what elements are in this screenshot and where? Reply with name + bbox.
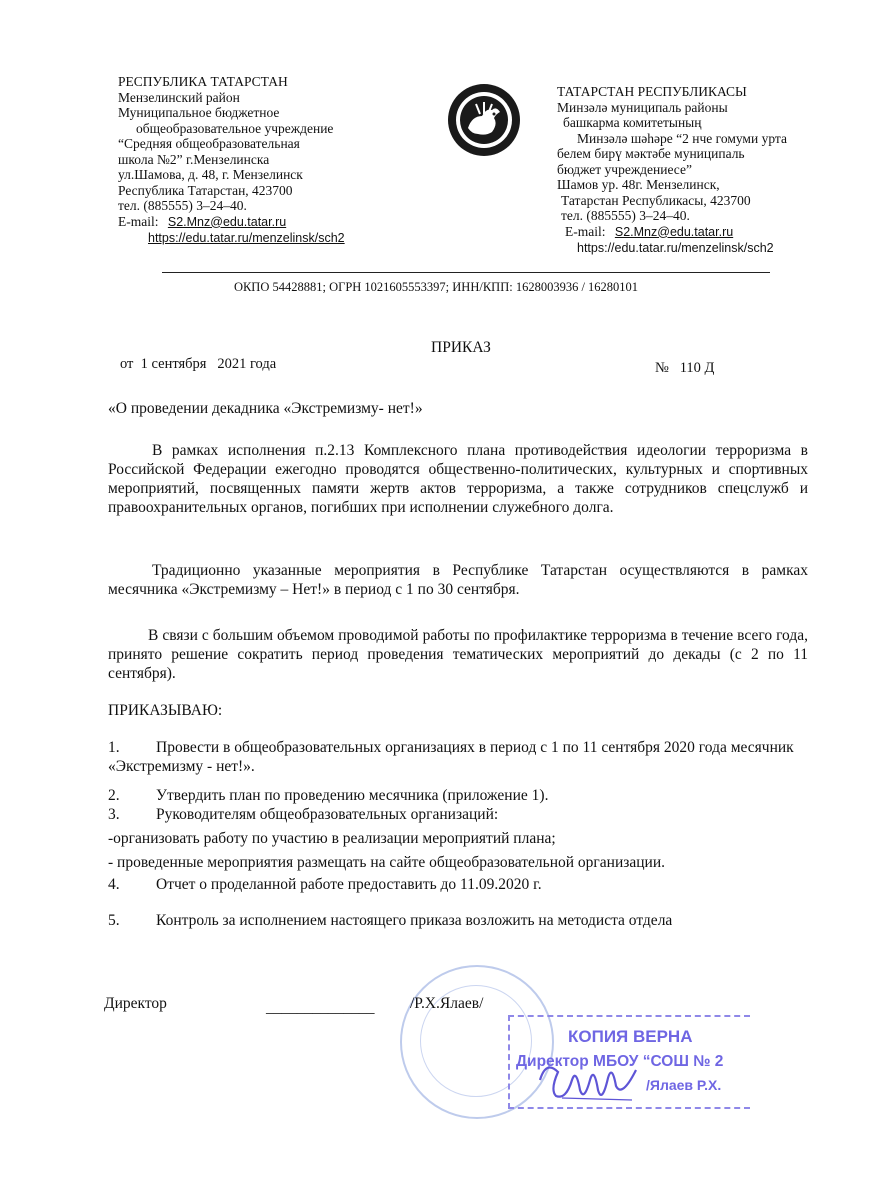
header-right-line: Минзәлә шәһәре “2 нче гомуми урта — [577, 130, 787, 146]
header-left-url-row — [118, 230, 345, 247]
header-right-line: белем бирү мәктәбе муниципаль — [557, 146, 745, 161]
header-right-line: башкарма комитетының — [563, 115, 702, 130]
item-text: Утвердить план по проведению месячника (приложение 1). — [156, 787, 549, 804]
header-left-line: общеобразовательное учреждение — [136, 120, 334, 136]
item-text: Отчет о проделанной работе предоставить до 11.09.2020 г. — [156, 876, 542, 893]
header-left-line: РЕСПУБЛИКА ТАТАРСТАН — [118, 74, 288, 89]
order-item — [108, 805, 808, 824]
header-right-line: тел. (885555) 3–24–40. — [561, 208, 690, 223]
order-subitem: - проведенные мероприятия размещать на сайте общеобразовательной организации. — [108, 854, 666, 871]
header-left-email-row — [118, 214, 345, 231]
email-link[interactable]: S2.Mnz@edu.tatar.ru — [614, 224, 734, 239]
stamp-line: /Ялаев Р.Х. — [646, 1077, 722, 1093]
header-right-email-row — [557, 224, 787, 241]
item-number: 3. — [108, 806, 120, 823]
item-number: 5. — [108, 912, 120, 929]
item-number: 1. — [108, 739, 120, 756]
header-left-line: Мензелинский район — [118, 89, 240, 105]
header-left — [118, 74, 345, 247]
header-left-line: школа №2” г.Мензелинска — [118, 151, 270, 167]
header-right-line: Минзәлә муниципаль районы — [557, 99, 728, 115]
header-right-line: Татарстан Республикасы, 423700 — [561, 192, 751, 208]
order-subject: «О проведении декадника «Экстремизму- нет!» — [108, 400, 423, 417]
order-date: от 1 сентября 2021 года — [120, 356, 277, 372]
header-left-line: Республика Татарстан, 423700 — [118, 182, 293, 198]
handwritten-signature — [532, 1050, 642, 1108]
item-text: Контроль за исполнением настоящего приказа возложить на методиста отдела — [156, 912, 673, 929]
order-item — [108, 875, 808, 894]
item-number: 4. — [108, 876, 120, 893]
stamp-line: КОПИЯ ВЕРНА — [568, 1027, 693, 1046]
org-codes: ОКПО 54428881; ОГРН 1021605553397; ИНН/КПП: 1628003936 / 16280101 — [233, 280, 639, 294]
website-link[interactable]: https://edu.tatar.ru/menzelinsk/sch2 — [148, 231, 345, 245]
item-text: Провести в общеобразовательных организациях в период с 1 по 11 сентября 2020 года месячник «Экстремизму - нет!». — [108, 739, 794, 775]
order-item — [108, 911, 808, 930]
header-right-line: ТАТАРСТАН РЕСПУБЛИКАСЫ — [557, 84, 747, 99]
item-text: Руководителям общеобразовательных организаций: — [156, 806, 499, 823]
email-link[interactable]: S2.Mnz@edu.tatar.ru — [167, 214, 287, 229]
header-right-line: бюджет учреждениесе” — [557, 161, 692, 177]
signature-role: Директор — [104, 995, 167, 1012]
tatarstan-coat-of-arms-icon — [446, 82, 522, 158]
header-right-line: Шамов ур. 48г. Мензелинск, — [557, 177, 720, 192]
paragraph: В рамках исполнения п.2.13 Комплексного плана противодействия идеологии терроризма в Российской Федерации ежегодно проводятся общественно-политических, культурных и спортивных мероприятий, посвященных памяти жертв актов терроризма, а также сотрудников спецслужб и правоохранительных органов, погибших при исполнении служебного долга. — [108, 442, 808, 516]
header-divider — [162, 272, 770, 273]
header-left-line: “Средняя общеобразовательная — [118, 136, 300, 151]
paragraph: В связи с большим объемом проводимой работы по профилактике терроризма в течение всего года, принято решение сократить период проведения тематических мероприятий до декады (с 2 по 11 сентября). — [108, 627, 808, 682]
order-item — [108, 738, 808, 776]
header-left-line: ул.Шамова, д. 48, г. Мензелинск — [118, 167, 303, 182]
header-left-line: тел. (885555) 3–24–40. — [118, 198, 247, 213]
signature-line: ______________ — [266, 999, 375, 1016]
header-right-url-row — [557, 240, 787, 257]
order-item — [108, 786, 808, 805]
email-label: E-mail: — [118, 213, 159, 229]
stamp-line: Директор МБОУ “СОШ № 2 — [516, 1053, 724, 1070]
header-left-line: Муниципальное бюджетное — [118, 105, 280, 120]
website-link[interactable]: https://edu.tatar.ru/menzelinsk/sch2 — [577, 241, 774, 255]
header-right — [557, 84, 787, 257]
orders-heading: ПРИКАЗЫВАЮ: — [108, 702, 223, 719]
paragraph: Традиционно указанные мероприятия в Республике Татарстан осуществляются в рамках месячника «Экстремизму – Нет!» в период с 1 по 30 сентября. — [108, 562, 808, 598]
signatory-name: /Р.Х.Ялаев/ — [410, 995, 484, 1012]
order-title: ПРИКАЗ — [431, 339, 491, 356]
item-number: 2. — [108, 787, 120, 804]
email-label: E-mail: — [565, 223, 606, 239]
order-subitem: -организовать работу по участию в реализации мероприятий плана; — [108, 830, 556, 847]
order-number: № 110 Д — [655, 360, 715, 376]
